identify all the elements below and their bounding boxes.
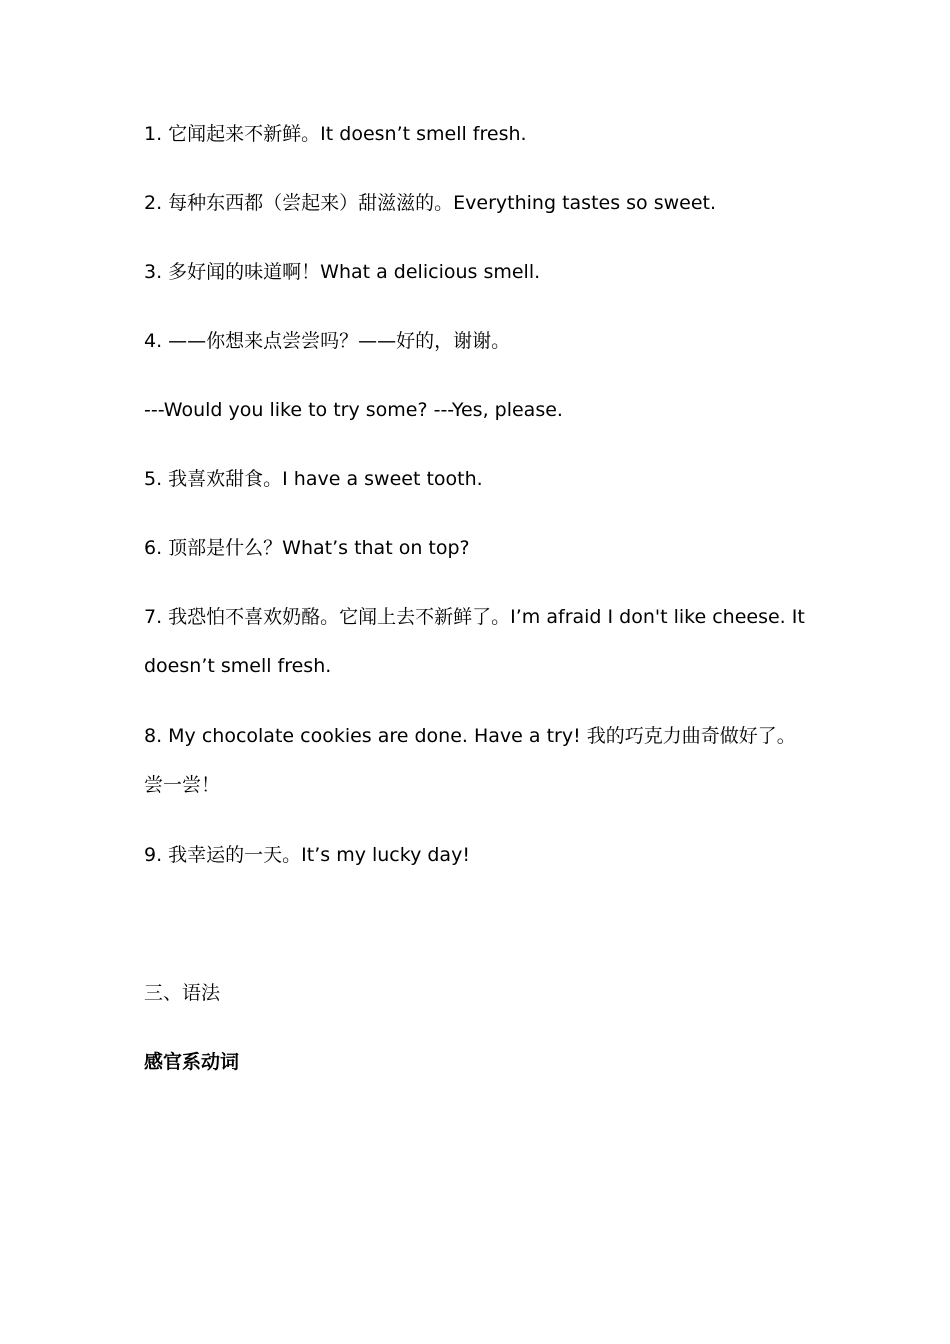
- sentence-1: 1. 它闻起来不新鲜。It doesn’t smell fresh.: [144, 123, 527, 145]
- sentence-5: 5. 我喜欢甜食。I have a sweet tooth.: [144, 468, 483, 490]
- sentence-9: 9. 我幸运的一天。It’s my lucky day!: [144, 844, 470, 866]
- sentence-7: 7. 我恐怕不喜欢奶酪。它闻上去不新鲜了。I’m afraid I don't like cheese. It doesn’t smell fresh.: [144, 606, 805, 677]
- grammar-subheading: 感官系动词: [144, 1051, 240, 1073]
- sentence-6: 6. 顶部是什么？What’s that on top?: [144, 537, 470, 559]
- sentence-2: 2. 每种东西都（尝起来）甜滋滋的。Everything tastes so sweet.: [144, 192, 717, 214]
- sentence-3: 3. 多好闻的味道啊！What a delicious smell.: [144, 261, 541, 283]
- section-heading: 三、语法: [144, 982, 221, 1004]
- sentence-8: 8. My chocolate cookies are done. Have a try! 我的巧克力曲奇做好了。尝一尝！: [144, 725, 796, 796]
- sentence-4-chinese: 4. ——你想来点尝尝吗？——好的，谢谢。: [144, 330, 511, 352]
- sentence-4-english: ---Would you like to try some? ---Yes, please.: [144, 399, 563, 421]
